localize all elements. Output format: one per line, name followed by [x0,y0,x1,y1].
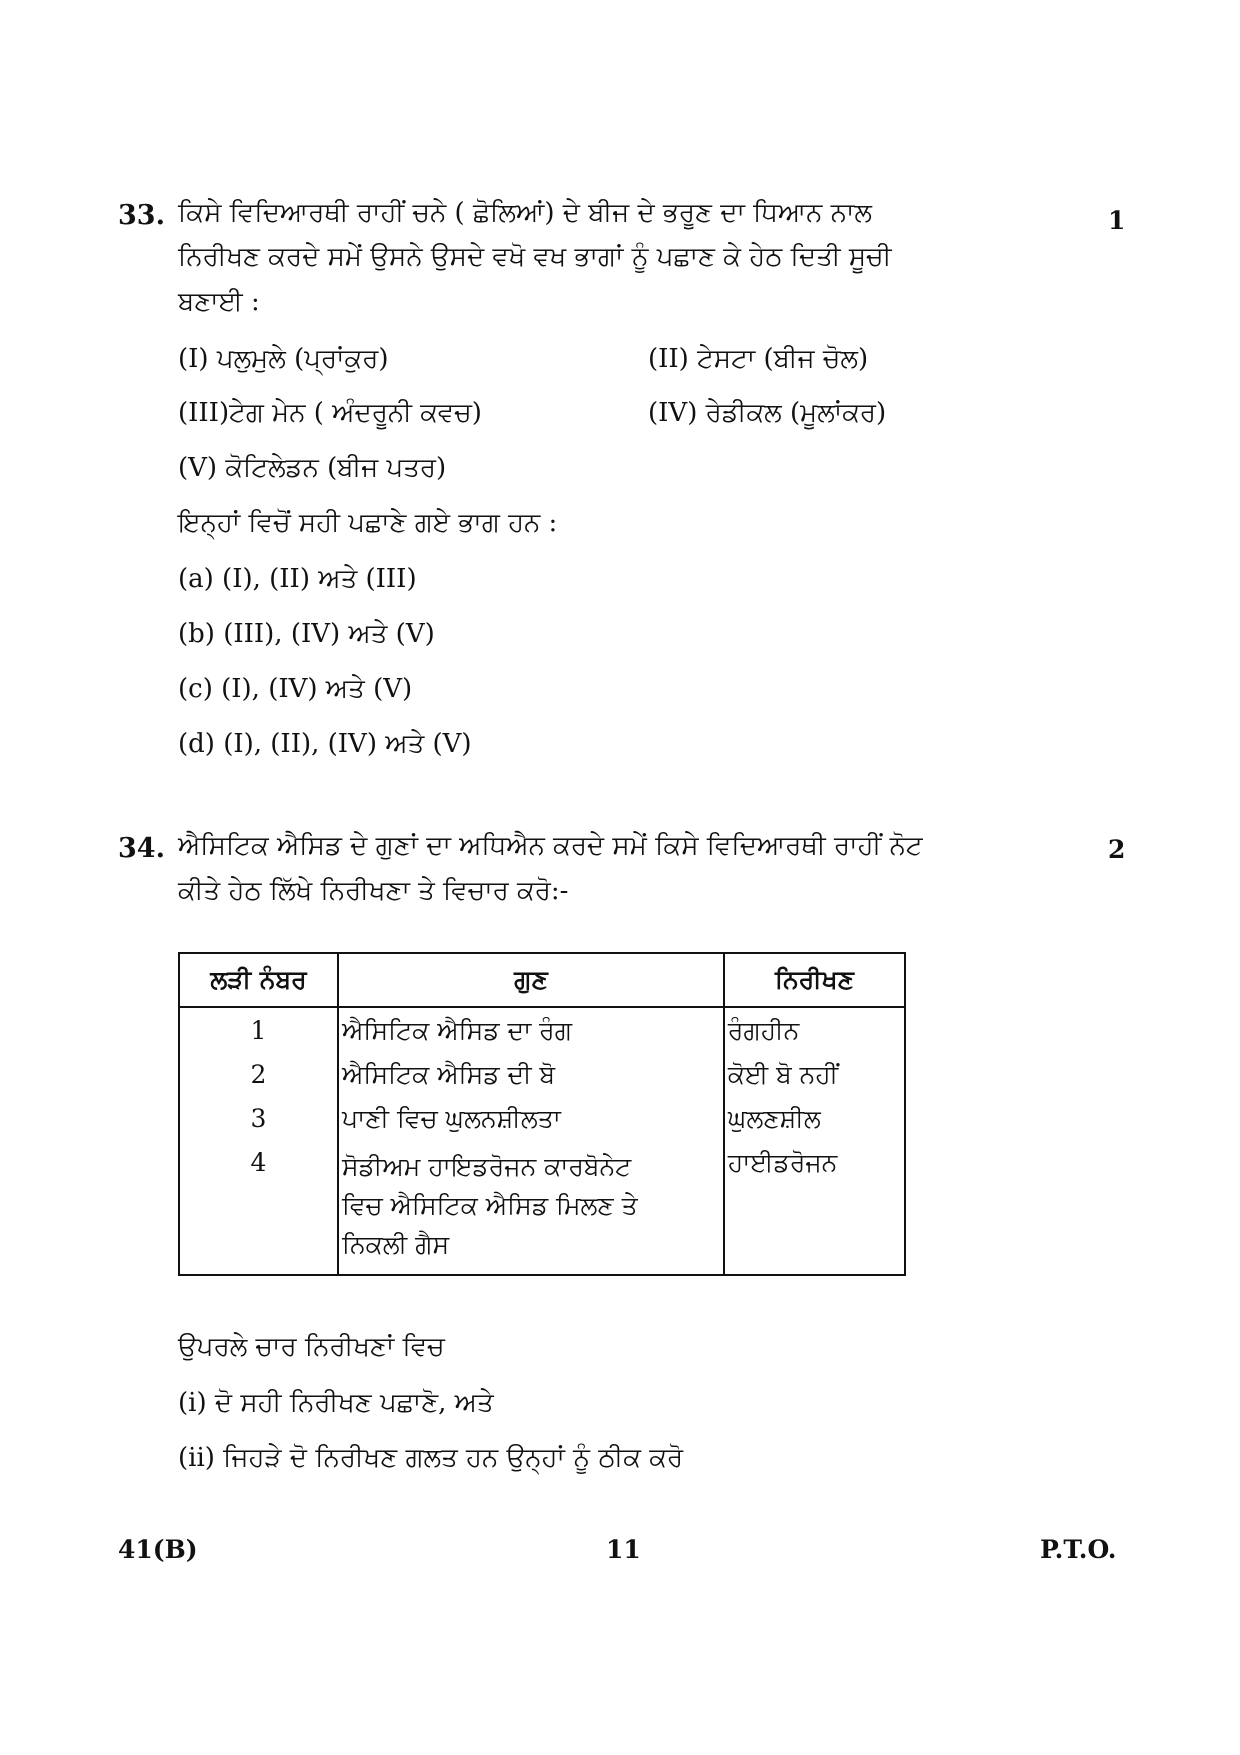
q33-option-d: (d) (I), (II), (IV) ਅਤੇ (V) [178,729,472,759]
row-3-sn: 3 [179,1094,338,1138]
q34-marks: 2 [1108,835,1126,864]
observations-table [178,952,906,1276]
q33-option-a: (a) (I), (II) ਅਤੇ (III) [178,564,417,594]
q33-option-b: (b) (III), (IV) ਅਤੇ (V) [178,619,435,649]
q34-after-text: ਉਪਰਲੇ ਚਾਰ ਨਿਰੀਖਣਾਂ ਵਿਚ [178,1332,445,1362]
row-1-property: ਐਸਿਟਿਕ ਐਸਿਡ ਦਾ ਰੰਗ [338,1007,724,1050]
row-4-property-line: ਸੋਡੀਅਮ ਹਾਇਡਰੋਜਨ ਕਾਰਬੋਨੇਟ [342,1152,632,1181]
row-4-property-line: ਨਿਕਲੀ ਗੈਸ [342,1229,450,1259]
q34-number: 34. [118,833,165,864]
row-2-observation: ਕੋਈ ਬੋ ਨਹੀਂ [724,1050,905,1094]
row-4-sn: 4 [179,1138,338,1275]
row-3-property: ਪਾਣੀ ਵਿਚ ਘੁਲਨਸ਼ੀਲਤਾ [338,1094,724,1138]
q33-text-line-1: ਕਿਸੇ ਵਿਦਿਆਰਥੀ ਰਾਹੀਂ ਚਨੇ ( ਛੋਲਿਆਂ) ਦੇ ਬੀਜ ਦੇ ਭਰੂਣ ਦਾ ਧਿਆਨ ਨਾਲ [178,198,872,228]
table-row [179,1094,905,1138]
q34-sub-i: (i) ਦੋ ਸਹੀ ਨਿਰੀਖਣ ਪਛਾਣੋ, ਅਤੇ [178,1388,494,1418]
q33-number: 33. [118,200,165,231]
q33-part-4: (IV) ਰੇਡੀਕਲ (ਮੂਲਾਂਕਰ) [648,398,887,428]
row-4-property-line: ਵਿਚ ਐਸਿਟਿਕ ਐਸਿਡ ਮਿਲਣ ਤੇ [342,1190,638,1220]
table-header-row [179,953,905,1007]
q33-prompt: ਇਨ੍ਹਾਂ ਵਿਚੋਂ ਸਹੀ ਪਛਾਣੇ ਗਏ ਭਾਗ ਹਨ : [178,508,558,538]
row-3-observation: ਘੁਲਣਸ਼ੀਲ [724,1094,905,1138]
q33-part-2: (II) ਟੇਸਟਾ (ਬੀਜ ਚੋਲ) [648,344,869,374]
q33-option-c: (c) (I), (IV) ਅਤੇ (V) [178,674,413,704]
row-1-sn: 1 [179,1007,338,1050]
footer-code: 41(B) [118,1535,198,1564]
table-row [179,1138,905,1275]
table-row [179,1050,905,1094]
page-number: 11 [606,1535,641,1564]
table-row [179,1007,905,1050]
row-1-observation: ਰੰਗਹੀਨ [724,1007,905,1050]
q33-part-1: (I) ਪਲੁਮੁਲੇ (ਪ੍ਰਾਂਕੁਰ) [178,344,389,374]
row-2-property: ਐਸਿਟਿਕ ਐਸਿਡ ਦੀ ਬੋ [338,1050,724,1094]
q34-sub-ii: (ii) ਜਿਹੜੇ ਦੋ ਨਿਰੀਖਣ ਗਲਤ ਹਨ ਉਨ੍ਹਾਂ ਨੂੰ ਠੀਕ ਕਰੋ [178,1443,684,1473]
header-property: ਗੁਣ [338,953,724,1007]
q33-part-3: (III)ਟੇਗ ਮੇਨ ( ਅੰਦਰੂਨੀ ਕਵਚ) [178,398,482,428]
q33-part-5: (V) ਕੋਟਿਲੇਡਨ (ਬੀਜ ਪਤਰ) [178,453,447,483]
q33-text-line-2: ਨਿਰੀਖਣ ਕਰਦੇ ਸਮੇਂ ਉਸਨੇ ਉਸਦੇ ਵਖੋ ਵਖ ਭਾਗਾਂ ਨੂੰ ਪਛਾਣ ਕੇ ਹੇਠ ਦਿਤੀ ਸੂਚੀ [178,242,892,272]
row-4-observation: ਹਾਈਡਰੋਜਨ [724,1138,905,1275]
header-serial-number: ਲੜੀ ਨੰਬਰ [179,953,338,1007]
row-2-sn: 2 [179,1050,338,1094]
q33-text-line-3: ਬਣਾਈ : [178,287,260,317]
row-4-property [338,1138,724,1275]
header-observation: ਨਿਰੀਖਣ [724,953,905,1007]
q34-text-line-2: ਕੀਤੇ ਹੇਠ ਲਿੱਖੇ ਨਿਰੀਖਣਾ ਤੇ ਵਿਚਾਰ ਕਰੋ:- [178,876,569,906]
q34-text-line-1: ਐਸਿਟਿਕ ਐਸਿਡ ਦੇ ਗੁਣਾਂ ਦਾ ਅਧਿਐਨ ਕਰਦੇ ਸਮੇਂ ਕਿਸੇ ਵਿਦਿਆਰਥੀ ਰਾਹੀਂ ਨੋਟ [178,831,923,861]
q33-marks: 1 [1108,206,1126,235]
pto-label: P.T.O. [1040,1535,1117,1564]
